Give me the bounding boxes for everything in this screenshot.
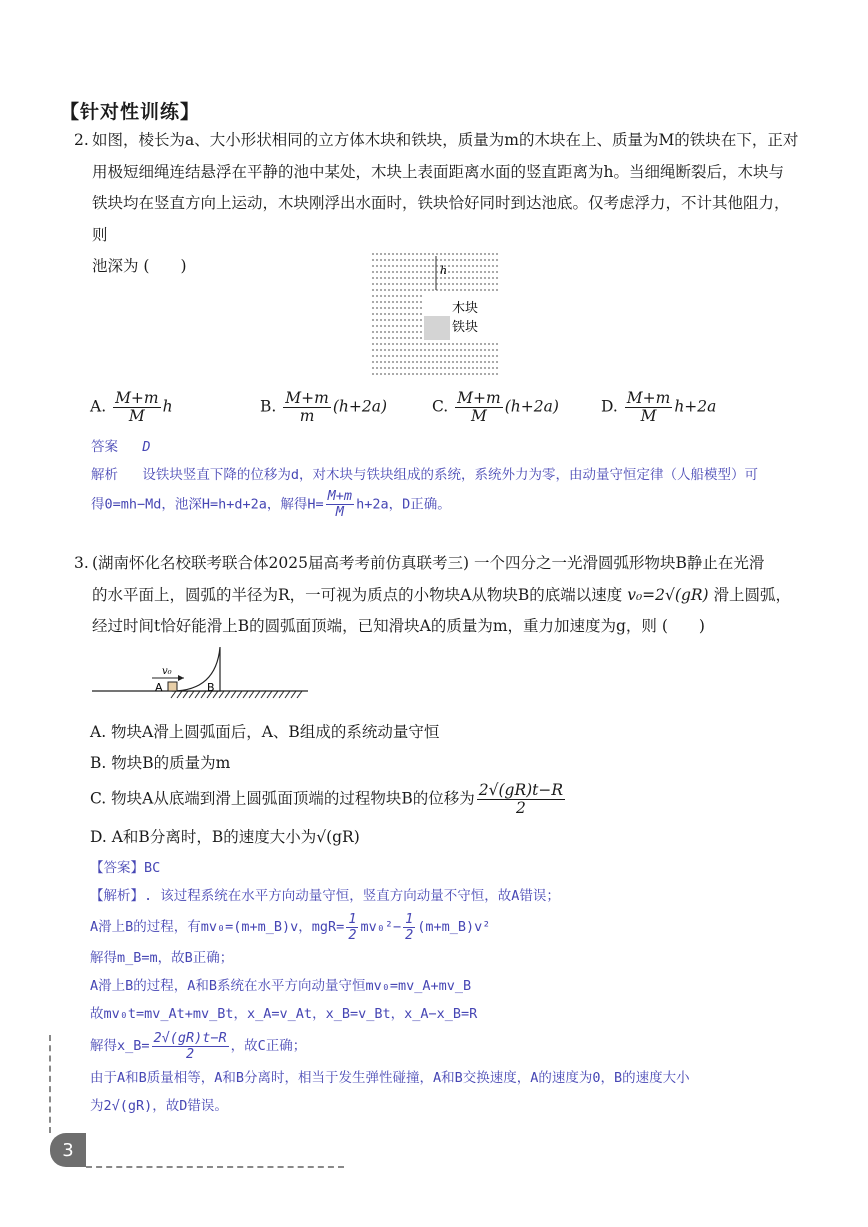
section-title: 【针对性训练】 — [60, 101, 201, 123]
block-a — [168, 682, 177, 691]
option-b: B. 物块B的质量为m — [90, 754, 231, 772]
option-a: A. 物块A滑上圆弧面后，A、B组成的系统动量守恒 — [90, 723, 440, 741]
question-text-line: (湖南怀化名校联考联合体2025届高考考前仿真联考三) 一个四分之一光滑圆弧形物块B静止在光滑 — [92, 554, 765, 572]
label-v0: v₀ — [162, 666, 172, 677]
option-c: C. $\frac{M+m}{M}$ (h+2a) — [432, 389, 559, 426]
wood-block — [424, 294, 450, 316]
question-text-line: 铁块均在竖直方向上运动，木块刚浮出水面时，铁块恰好同时到达池底。仅考虑浮力，不计其他阻力，则 — [92, 194, 790, 244]
question-text-line: 用极短细绳连结悬浮在平静的池中某处，木块上表面距离水面的竖直距离为h。当细绳断裂后，木块与 — [92, 162, 784, 181]
margin-dash-horizontal — [86, 1166, 344, 1168]
q2-answer-block: 答案 D 解析 设铁块竖直下降的位移为d，对木块与铁块组成的系统，系统外力为零，由动量守恒定律（人船模型）可 得0=mh−Md，池深H=h+d+2a，解得H= $\frac{M+m}{M}$ h+2a，D正确。 — [91, 439, 759, 520]
pool-figure — [372, 250, 502, 378]
label-b: B — [207, 681, 215, 694]
option-d: D. $\frac{M+m}{M}$ h+2a — [601, 389, 717, 426]
q3-answer-block: 【答案】BC 【解析】. 该过程系统在水平方向动量守恒，竖直方向动量不守恒，故A错误； A滑上B的过程，有mv₀=(m+m_B)v，mgR= $\frac{1}{2}$ mv₀²− $\frac{1}{2}$ (m+m_B)v² 解得m_B=m，故B正确； A滑上B的过程，A和B系统在水平方向动量守恒mv₀=mv_A+mv_B 故mv₀t=mv_At+mv_Bt，x_A=v_At，x_B=v_Bt，x_A−x_B=R 解得x_B= $\frac{2√(gR)t-R}{2}$ ，故C正确； 由于A和B质量相等，A和B分离时，相当于发生弹性碰撞，A和B交换速度，A的速度为0，B的速度大小 为2√(gR)，故D错误。 — [90, 854, 820, 1120]
page-number: 3 — [50, 1133, 86, 1167]
question-text-line: 池深为 ( ) — [92, 257, 187, 275]
label-h: h — [440, 264, 448, 277]
question-text-line: 经过时间t恰好能滑上B的圆弧面顶端，已知滑块A的质量为m，重力加速度为g，则 ( ) — [92, 617, 705, 635]
label-wood: 木块 — [452, 301, 479, 316]
option-d: D. A和B分离时，B的速度大小为√(gR) — [90, 828, 360, 846]
option-a: A. $\frac{M+m}{M}$ h — [90, 389, 173, 426]
margin-dash-vertical — [49, 1035, 51, 1133]
question-number: 3. — [74, 554, 89, 572]
question-number: 2. — [74, 131, 89, 149]
answer: 【答案】BC — [90, 860, 161, 876]
arc-figure — [92, 645, 312, 703]
label-iron: 铁块 — [452, 320, 479, 335]
iron-block — [424, 316, 450, 340]
question-3 — [74, 548, 804, 643]
question-text-line: 的水平面上，圆弧的半径为R，一可视为质点的小物块A从物块B的底端以速度 v₀=2√(gR) 滑上圆弧， — [92, 585, 792, 604]
option-c: C. 物块A从底端到滑上圆弧面顶端的过程物块B的位移为 $\frac{2√(gR)t-R}{2}$ — [90, 781, 564, 818]
label-a: A — [155, 681, 163, 694]
option-b: B. $\frac{M+m}{m}$ (h+2a) — [260, 389, 387, 426]
question-text-line: 如图，棱长为a、大小形状相同的立方体木块和铁块，质量为m的木块在上、质量为M的铁块在下，正对 — [92, 131, 799, 149]
